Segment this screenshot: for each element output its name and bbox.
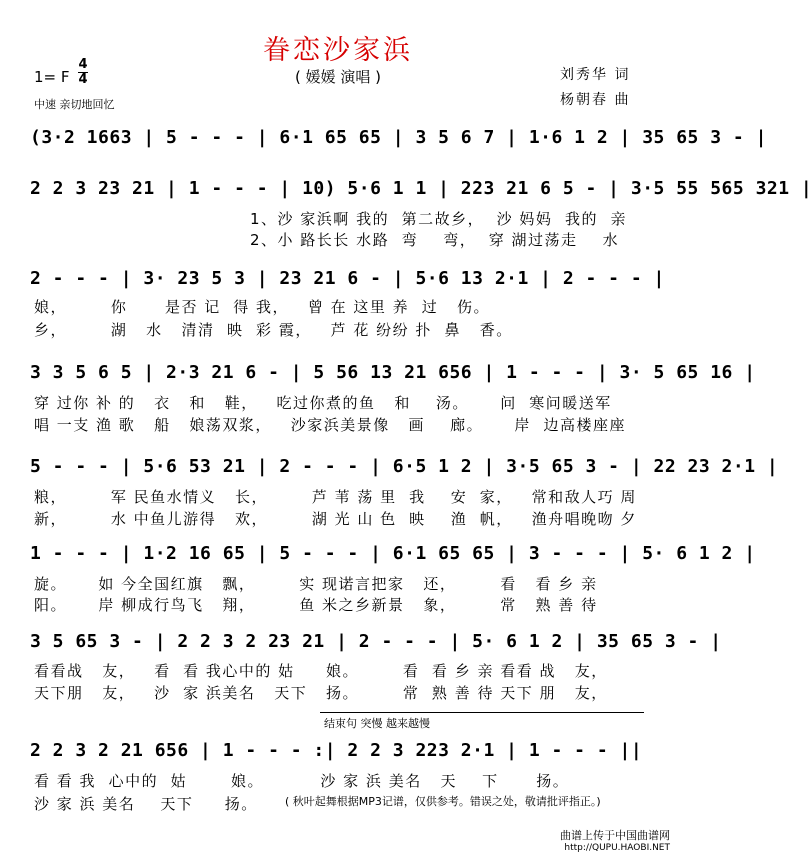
notation-line-8: 2 2 3 2 21 656 | 1 - - - :| 2 2 3 223 2·1 | 1 - - - || (30, 740, 643, 761)
lyric-line-7b: 天下朋 友， 沙 家 浜美名 天下 扬。 常 熟 善 待 天下 朋 友， (34, 684, 608, 702)
lyric-line-5a: 粮， 军 民鱼水情义 长， 芦 苇 荡 里 我 安 家， 常和敌人巧 周 (34, 488, 637, 506)
notation-line-5: 5 - - - | 5·6 53 21 | 2 - - - | 6·5 1 2 | 3·5 65 3 - | 22 23 2·1 | (30, 456, 779, 477)
time-signature-bottom: 4 (78, 72, 88, 87)
lyric-line-6b: 阳。 岸 柳成行鸟飞 翔， 鱼 米之乡新景 象， 常 熟 善 待 (34, 596, 598, 614)
lyric-line-4a: 穿 过你 补 的 衣 和 鞋， 吃过你煮的鱼 和 汤。 问 寒问暖送军 (34, 394, 612, 412)
site-url: http://QUPU.HAOBI.NET (564, 843, 670, 853)
notation-line-6: 1 - - - | 1·2 16 65 | 5 - - - | 6·1 65 65 | 3 - - - | 5· 6 1 2 | (30, 543, 756, 564)
lyric-line-2a: 1、沙 家浜啊 我的 第二故乡， 沙 妈妈 我的 亲 (250, 210, 627, 228)
composer-credit: 杨朝春 曲 (560, 92, 631, 108)
lyric-line-5b: 新， 水 中鱼儿游得 欢， 湖 光 山 色 映 渔 帆， 渔舟唱晚吻 夕 (34, 510, 637, 528)
notation-line-2: 2 2 3 23 21 | 1 - - - | 10) 5·6 1 1 | 223 21 6 5 - | 3·5 55 565 321 | (30, 178, 812, 199)
singer-credit: ( 媛媛 演唱 ) (294, 68, 381, 86)
lyric-line-6a: 旋。 如 今全国红旗 飘， 实 现诺言把家 还， 看 看 乡 亲 (34, 575, 598, 593)
page-title: 眷恋沙家浜 (263, 35, 413, 66)
lyric-line-8b: 沙 家 浜 美名 天下 扬。 (34, 795, 258, 813)
notation-line-1: (3·2 1663 | 5 - - - | 6·1 65 65 | 3 5 6 7 | 1·6 1 2 | 35 65 3 - | (30, 127, 767, 148)
tempo-marking: 中速 亲切地回忆 (34, 98, 115, 111)
transcriber-note: ( 秋叶起舞根据MP3记谱，仅供参考。错误之处，敬请批评指正。) (285, 795, 601, 808)
lyric-line-2b: 2、小 路长长 水路 弯 弯， 穿 湖过荡走 水 (250, 231, 620, 249)
key-signature: 1= F (34, 68, 70, 86)
ending-instruction: 结束句 突慢 越来越慢 (320, 712, 644, 731)
lyric-line-3b: 乡， 湖 水 清清 映 彩 霞， 芦 花 纷纷 扑 鼻 香。 (34, 321, 513, 339)
lyric-line-7a: 看看战 友， 看 看 我心中的 姑 娘。 看 看 乡 亲 看看 战 友， (34, 662, 608, 680)
site-watermark (520, 830, 670, 854)
site-name: 曲谱上传于中国曲谱网 (560, 829, 670, 842)
lyric-line-3a: 娘， 你 是否 记 得 我， 曾 在 这里 养 过 伤。 (34, 298, 491, 316)
lyric-line-8a: 看 看 我 心中的 姑 娘。 沙 家 浜 美名 天 下 扬。 (34, 772, 570, 790)
notation-line-7: 3 5 65 3 - | 2 2 3 2 23 21 | 2 - - - | 5· 6 1 2 | 35 65 3 - | (30, 631, 722, 652)
lyric-line-4b: 唱 一支 渔 歌 船 娘荡双浆， 沙家浜美景像 画 廊。 岸 边高楼座座 (34, 416, 626, 434)
lyricist-credit: 刘秀华 词 (560, 67, 631, 83)
notation-line-3: 2 - - - | 3· 23 5 3 | 23 21 6 - | 5·6 13 2·1 | 2 - - - | (30, 268, 665, 289)
notation-line-4: 3 3 5 6 5 | 2·3 21 6 - | 5 56 13 21 656 | 1 - - - | 3· 5 65 16 | (30, 362, 756, 383)
time-signature-top: 4 (78, 57, 88, 72)
time-signature (78, 58, 88, 87)
